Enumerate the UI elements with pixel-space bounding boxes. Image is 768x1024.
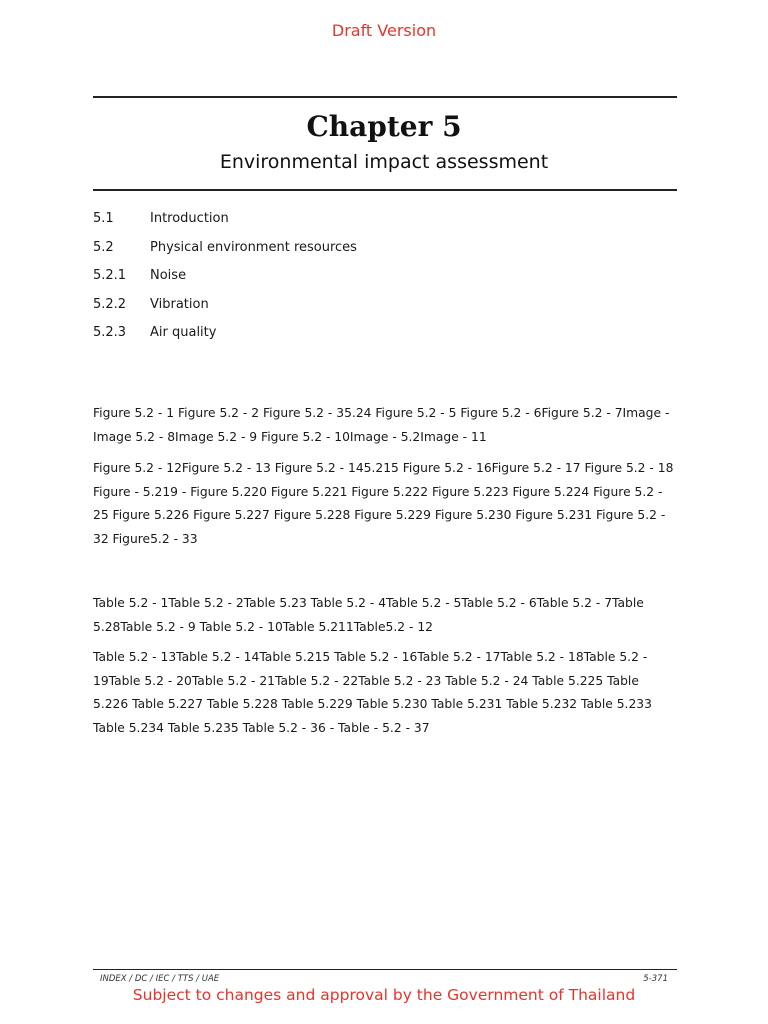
toc-label: Vibration xyxy=(150,296,209,312)
toc-item xyxy=(93,239,677,268)
toc-item xyxy=(93,210,677,239)
header-bottom-rule xyxy=(93,189,677,191)
figure-list-paragraph: Figure 5.2 - 1 Figure 5.2 - 2 Figure 5.2 - 35.24 Figure 5.2 - 5 Figure 5.2 - 6Figure 5.2 - 7Image - Image 5.2 - 8Image 5.2 - 9 Figure 5.2 - 10Image - 5.2Image - 11 xyxy=(93,406,670,444)
table-list-paragraph: Table 5.2 - 1Table 5.2 - 2Table 5.23 Table 5.2 - 4Table 5.2 - 5Table 5.2 - 6Table 5.2 - 7Table 5.28Table 5.2 - 9 Table 5.2 - 10Table 5.211Table5.2 - 12 xyxy=(93,596,644,634)
toc-number: 5.2.3 xyxy=(93,325,127,340)
toc-number: 5.1 xyxy=(93,211,114,226)
footer-rule xyxy=(93,969,677,970)
toc-item xyxy=(93,324,677,353)
toc-number: 5.2 xyxy=(93,239,114,255)
table-list-paragraph: Table 5.2 - 13Table 5.2 - 14Table 5.215 Table 5.2 - 16Table 5.2 - 17Table 5.2 - 18Table 5.2 - 19Table 5.2 - 20Table 5.2 - 21Table 5.2 - 22Table 5.2 - 23 Table 5.2 - 24 Table 5.225 Table 5.226 Table 5.227 Table 5.228 Table 5.229 Table 5.230 Table 5.231 Table 5.232 Table 5.233 Table 5.234 Table 5.235 Table 5.2 - 36 - Table - 5.2 - 37 xyxy=(93,650,652,735)
footer-approval-notice: Subject to changes and approval by the Government of Thailand xyxy=(132,986,636,1004)
toc-item xyxy=(93,296,677,325)
draft-version-label: Draft Version xyxy=(331,21,437,40)
toc-label: Introduction xyxy=(150,211,229,226)
header-top-rule xyxy=(93,96,677,98)
toc-label: Air quality xyxy=(150,325,217,340)
toc-number: 5.2.2 xyxy=(93,296,127,312)
toc-label: Physical environment resources xyxy=(150,239,357,255)
chapter-subtitle: Environmental impact assessment xyxy=(219,151,549,173)
toc-number: 5.2.1 xyxy=(93,268,127,283)
table-of-contents xyxy=(93,210,677,353)
chapter-title: Chapter 5 xyxy=(306,110,462,143)
footer-page-number: 5-371 xyxy=(643,974,668,984)
toc-item xyxy=(93,267,677,296)
footer-document-code: INDEX / DC / IEC / TTS / UAE xyxy=(100,974,220,984)
figure-list-paragraph: Figure 5.2 - 12Figure 5.2 - 13 Figure 5.2 - 145.215 Figure 5.2 - 16Figure 5.2 - 17 Figure 5.2 - 18 Figure - 5.219 - Figure 5.220 Figure 5.221 Figure 5.222 Figure 5.223 Figure 5.224 Figure 5.2 - 25 Figure 5.226 Figure 5.227 Figure 5.228 Figure 5.229 Figure 5.230 Figure 5.231 Figure 5.2 - 32 Figure5.2 - 33 xyxy=(93,461,674,546)
toc-label: Noise xyxy=(150,268,187,283)
